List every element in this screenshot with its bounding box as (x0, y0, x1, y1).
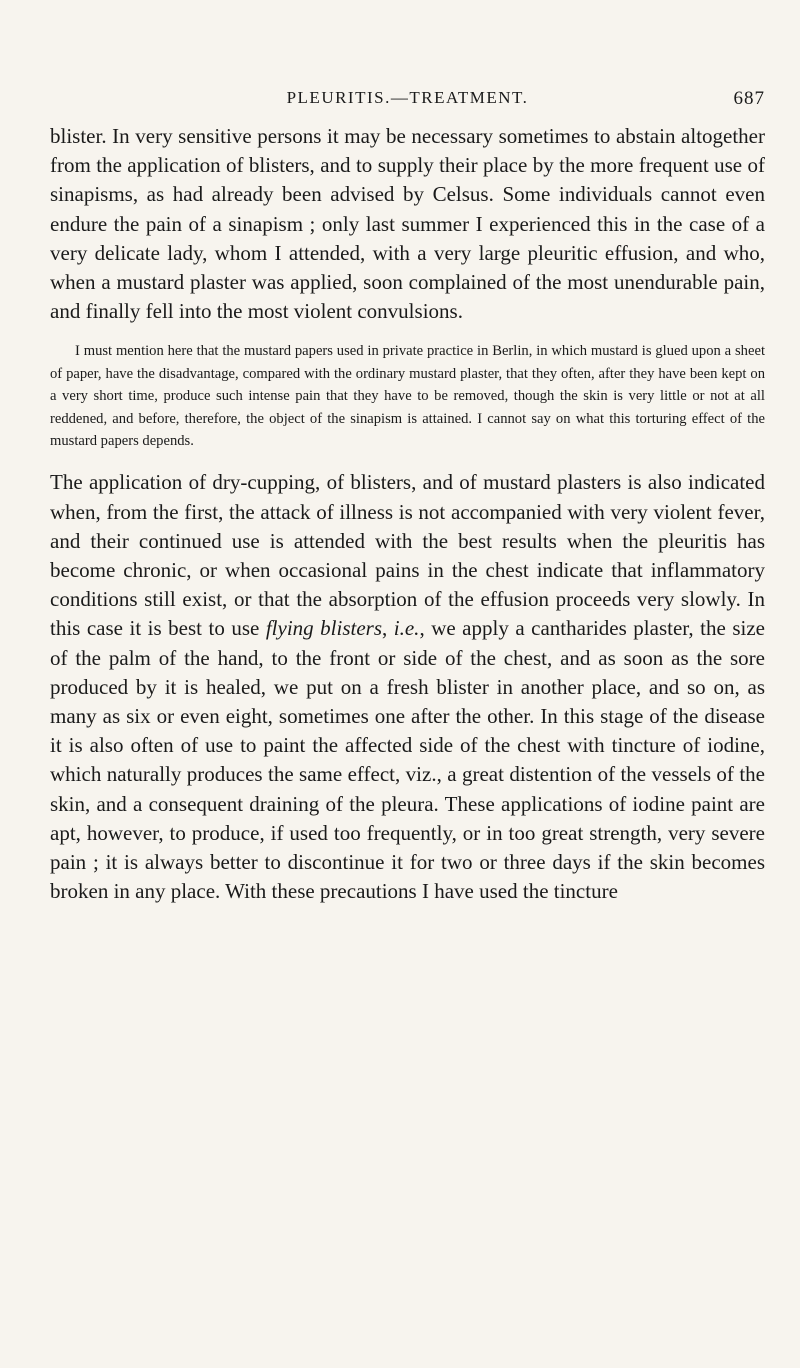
paragraph-2-part-1: The application of dry-cupping, of blisters, and of mustard plasters is also indicated when, from the first, the attack of illness is not accompanied with very violent fever, and their continued use is attended with the best results when the pleuritis has become chronic, or when occasional pains in the chest indicate that inflammatory conditions still exist, or that the absorption of the effusion proceeds very slowly. In this case it is best to use (50, 470, 765, 641)
page-header (50, 88, 765, 122)
emphasis-ie: i.e. (393, 616, 420, 641)
paragraph-1: blister. In very sensitive persons it may be necessary sometimes to abstain altogether from the application of blisters, and to supply their place by the more frequent use of sinapisms, as had already been advised by Celsus. Some individuals cannot even endure the pain of a sinapism ; only last summer I experienced this in the case of a very delicate lady, whom I attended, with a very large pleuritic effusion, and who, when a mustard plaster was applied, soon complained of the most unendurable pain, and finally fell into the most violent convulsions. (50, 124, 765, 324)
page-number: 687 (733, 88, 765, 109)
book-page (50, 88, 765, 907)
footnote-paragraph: I must mention here that the mustard papers used in private practice in Berlin, in which mustard is glued upon a sheet of paper, have the disadvantage, compared with the ordinary mustard plaster, that they often, after they have been kept on a very short time, produce such intense pain that they have to be removed, though the skin is very little or not at all reddened, and before, therefore, the object of the sinapism is attained. I cannot say on what this torturing effect of the mustard papers depends. (50, 343, 765, 450)
paragraph-2 (50, 468, 765, 906)
paragraph-2-comma: , (382, 616, 394, 641)
paragraph-2-part-2: , we apply a cantharides plaster, the size of the palm of the hand, to the front or side of the chest, and as soon as the sore produced by it is healed, we put on a fresh blister in another place, and so on, as many as six or even eight, sometimes one after the other. In this stage of the disease it is also often of use to paint the affected side of the chest with tincture of iodine, which naturally produces the same effect, viz., a great distention of the vessels of the skin, and a consequent draining of the pleura. These applications of iodine paint are apt, however, to produce, if used too frequently, or in too great strength, very severe pain ; it is always better to discontinue it for two or three days if the skin becomes broken in any place. With these precautions I have used the tincture (50, 616, 765, 904)
running-title: PLEURITIS.—TREATMENT. (286, 88, 529, 107)
emphasis-flying-blisters: flying blisters (265, 616, 383, 641)
